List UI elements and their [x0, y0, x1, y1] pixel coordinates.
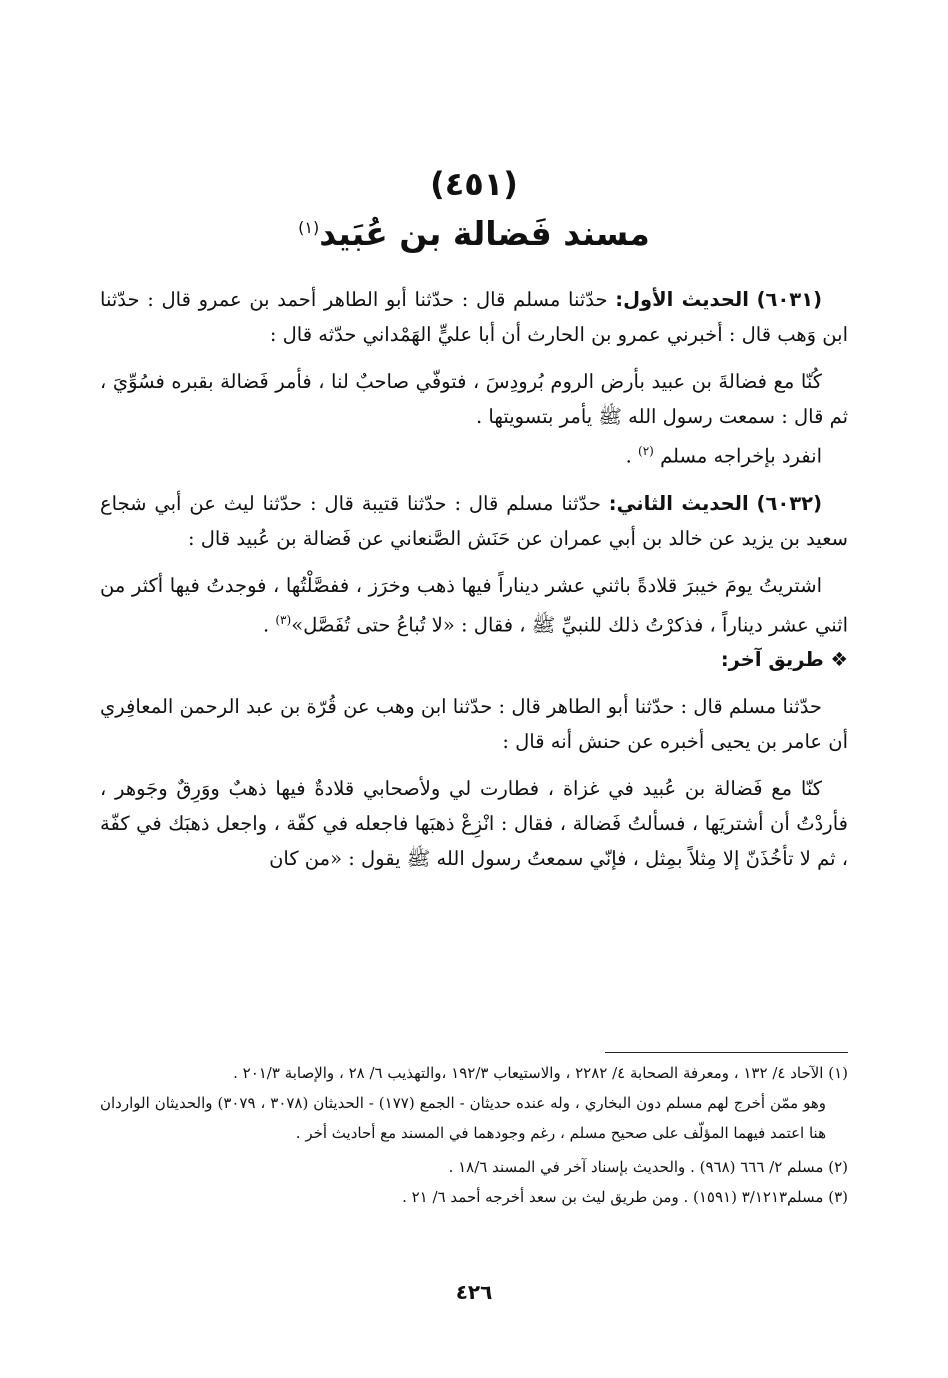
footnote-1: (١) الآحاد ٤/ ١٣٢ ، ومعرفة الصحابة ٤/ ٢٢٨٢ ، والاستيعاب ١٩٢/٣ ،والتهذيب ٦/ ٢٨ ، والإصابة ٢٠١/٣ .	[233, 1064, 848, 1082]
hadith2-label: الحديث الثاني:	[608, 491, 749, 515]
title-text: مسند فَضالة بن عُبَيد	[319, 214, 650, 253]
hadith1-note: انفرد بإخراجه مسلم $^{(٢)}$ .	[625, 444, 822, 468]
route-heading: ❖ طريق آخر:	[720, 648, 848, 671]
hadith1-note-text: انفرد بإخراجه مسلم	[660, 444, 822, 468]
hadith2-isnad-text: حدّثنا مسلم قال : حدّثنا قتيبة قال : حدّثنا ليث عن أبي شجاع سعيد بن يزيد عن خالد بن أبي عمران عن حَنَش الصَّنعاني عن فَضالة بن عُبيد قال :	[100, 491, 848, 550]
hadith2-matn: اشتريتُ يومَ خيبرَ قلادةً باثني عشر ديناراً فيها ذهب وخرَز ، ففصَّلْتُها ، فوجدتُ فيها أكثر من اثني عشر ديناراً ، فذكرْتُ ذلك للنبيِّ ﷺ ، فقال : «لا تُباعُ حتى تُفَصَّل»$^{(٣)}$ .	[100, 573, 848, 636]
hadith1-label: الحديث الأول:	[615, 288, 749, 311]
footnote-1-continued: وهو ممّن أخرج لهم مسلم دون البخاري ، وله عنده حديثان - الجمع (١٧٧) - الحديثان (٣٠٧٨ ، ٣٠٧٩) والحديثان الواردان هنا اعتمد فيهما المؤلّف على صحيح مسلم ، رغم وجودهما في المسند مع أحاديث أخر .	[100, 1094, 826, 1142]
chapter-number: (٤٥١)	[430, 165, 518, 203]
hadith1-isnad	[100, 282, 848, 352]
hadith2-matn-text: اشتريتُ يومَ خيبرَ قلادةً باثني عشر ديناراً فيها ذهب وخرَز ، ففصَّلْتُها ، فوجدتُ فيها أكثر من اثني عشر ديناراً ، فذكرْتُ ذلك للنبيِّ ﷺ ، فقال : «لا تُباعُ حتى تُفَصَّل»	[100, 573, 848, 636]
hadith1-isnad-text: حدّثنا مسلم قال : حدّثنا أبو الطاهر أحمد بن عمرو قال : حدّثنا ابن وَهب قال : أخبرني عمرو بن الحارث أن أبا عليٍّ الهَمْداني حدّثه قال :	[100, 288, 848, 346]
footnotes	[100, 1058, 848, 1212]
main-text	[100, 282, 848, 876]
hadith2-isnad	[100, 486, 848, 556]
footnote-2: (٢) مسلم ٢/ ٦٦٦ (٩٦٨) . والحديث بإسناد آخر في المسند ١٨/٦ .	[448, 1158, 848, 1176]
hadith2-matn-ref: (٣)	[275, 612, 292, 627]
hadith2-number: (٦٠٣٢)	[756, 491, 822, 515]
footnote-divider	[605, 1052, 848, 1053]
hadith1-matn: كُنّا مع فضالةَ بن عبيد بأرض الروم بُرودِسَ ، فتوفّي صاحبٌ لنا ، فأمر فَضالة بقبره فسُوِّيَ ، ثم قال : سمعت رسول الله ﷺ يأمر بتسويتها .	[100, 370, 848, 428]
page-number: ٤٢٦	[455, 1280, 493, 1304]
footnote-3: (٣) مسلم٣/١٢١٣ (١٥٩١) . ومن طريق ليث بن سعد أخرجه أحمد ٦/ ٢١ .	[402, 1188, 848, 1206]
hadith1-number: (٦٠٣١)	[756, 288, 823, 311]
hadith1-note-ref: (٢)	[638, 444, 654, 458]
title-footnote-ref: (١)	[298, 218, 320, 237]
page-title	[0, 214, 948, 253]
route-matn: كنّا مع فَضالة بن عُبيد في غزاة ، فطارت لي ولأصحابي قلادةٌ فيها ذهبٌ ووَرِقٌ وجَوهر ، فأردْتُ أن أشتريَها ، فسألتُ فَضالة ، فقال : انْزِعْ ذهبَها فاجعله في كفّة ، واجعل ذهبَك في كفّة ، ثم لا تأخُذَنّ إلا مِثلاً بمِثل ، فإنّي سمعتُ رسول الله ﷺ يقول : «من كان	[100, 777, 848, 870]
route-isnad: حدّثنا مسلم قال : حدّثنا أبو الطاهر قال : حدّثنا ابن وهب عن قُرّة بن عبد الرحمن المعافِري أن عامر بن يحيى أخبره عن حنش أنه قال :	[100, 695, 848, 753]
